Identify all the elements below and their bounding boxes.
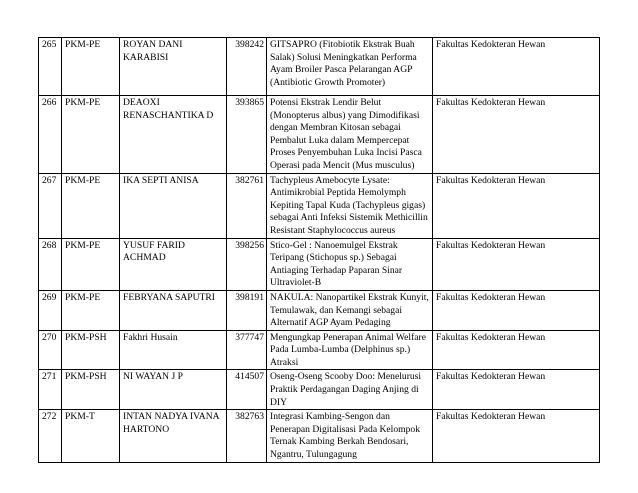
table-row: [39, 173, 600, 238]
program-code: PKM-PSH: [62, 370, 120, 410]
student-id: 398256: [227, 238, 267, 290]
table-row: [39, 290, 600, 330]
table-row: [39, 96, 600, 174]
program-code: PKM-PE: [62, 238, 120, 290]
faculty-name: Fakultas Kedokteran Hewan: [433, 290, 600, 330]
row-number: 266: [39, 96, 62, 174]
student-name: Fakhri Husain: [120, 330, 227, 370]
student-id: 393865: [227, 96, 267, 174]
faculty-name: Fakultas Kedokteran Hewan: [433, 238, 600, 290]
proposal-title: GITSAPRO (Fitobiotik Ekstrak Buah Salak) Solusi Meningkatkan Performa Ayam Broiler Pasca Pelarangan AGP (Antibiotic Growth Promoter): [267, 38, 433, 96]
proposal-title: Tachypleus Amebocyte Lysate: Antimikrobial Peptida Hemolymph Kepiting Tapal Kuda (Tachypleus gigas) sebagai Anti Infeksi Sistemik Methicillin Resistant Staphylococcus aureus: [267, 173, 433, 238]
student-id: 382761: [227, 173, 267, 238]
faculty-name: Fakultas Kedokteran Hewan: [433, 410, 600, 462]
program-code: PKM-PE: [62, 173, 120, 238]
student-name: DEAOXI RENASCHANTIKA D: [120, 96, 227, 174]
row-number: 272: [39, 410, 62, 462]
row-number: 267: [39, 173, 62, 238]
proposal-title: NAKULA: Nanopartikel Ekstrak Kunyit, Temulawak, dan Kemangi sebagai Alternatif AGP Ayam Pedaging: [267, 290, 433, 330]
proposal-title: Potensi Ekstrak Lendir Belut (Monopterus albus) yang Dimodifikasi dengan Membran Kitosan sebagai Pembalut Luka dalam Mempercepat Proses Penyembuhan Luka Incisi Pasca Operasi pada Mencit (Mus musculus): [267, 96, 433, 174]
student-name: ROYAN DANI KARABISI: [120, 38, 227, 96]
student-name: IKA SEPTI ANISA: [120, 173, 227, 238]
row-number: 270: [39, 330, 62, 370]
program-code: PKM-PE: [62, 290, 120, 330]
faculty-name: Fakultas Kedokteran Hewan: [433, 370, 600, 410]
faculty-name: Fakultas Kedokteran Hewan: [433, 330, 600, 370]
table-row: [39, 38, 600, 96]
proposal-title: Mengungkap Penerapan Animal Welfare Pada Lumba-Lumba (Delphinus sp.) Atraksi: [267, 330, 433, 370]
table-row: [39, 330, 600, 370]
student-id: 398191: [227, 290, 267, 330]
student-id: 382763: [227, 410, 267, 462]
row-number: 268: [39, 238, 62, 290]
program-code: PKM-PSH: [62, 330, 120, 370]
table-row: [39, 410, 600, 462]
table-row: [39, 370, 600, 410]
proposal-table: [38, 37, 600, 463]
row-number: 271: [39, 370, 62, 410]
faculty-name: Fakultas Kedokteran Hewan: [433, 173, 600, 238]
student-id: 398242: [227, 38, 267, 96]
student-name: INTAN NADYA IVANA HARTONO: [120, 410, 227, 462]
program-code: PKM-PE: [62, 38, 120, 96]
proposal-title: Stico-Gel : Nanoemulgel Ekstrak Teripang (Stichopus sp.) Sebagai Antiaging Terhadap Paparan Sinar Ultraviolet-B: [267, 238, 433, 290]
table-row: [39, 238, 600, 290]
program-code: PKM-PE: [62, 96, 120, 174]
row-number: 265: [39, 38, 62, 96]
faculty-name: Fakultas Kedokteran Hewan: [433, 96, 600, 174]
student-name: FEBRYANA SAPUTRI: [120, 290, 227, 330]
row-number: 269: [39, 290, 62, 330]
student-name: NI WAYAN J P: [120, 370, 227, 410]
student-name: YUSUF FARID ACHMAD: [120, 238, 227, 290]
student-id: 377747: [227, 330, 267, 370]
program-code: PKM-T: [62, 410, 120, 462]
student-id: 414507: [227, 370, 267, 410]
faculty-name: Fakultas Kedokteran Hewan: [433, 38, 600, 96]
proposal-title: Integrasi Kambing-Sengon dan Penerapan Digitalisasi Pada Kelompok Ternak Kambing Berkah Bendosari, Ngantru, Tulungagung: [267, 410, 433, 462]
proposal-title: Oseng-Oseng Scooby Doo: Menelurusi Praktik Perdagangan Daging Anjing di DIY: [267, 370, 433, 410]
